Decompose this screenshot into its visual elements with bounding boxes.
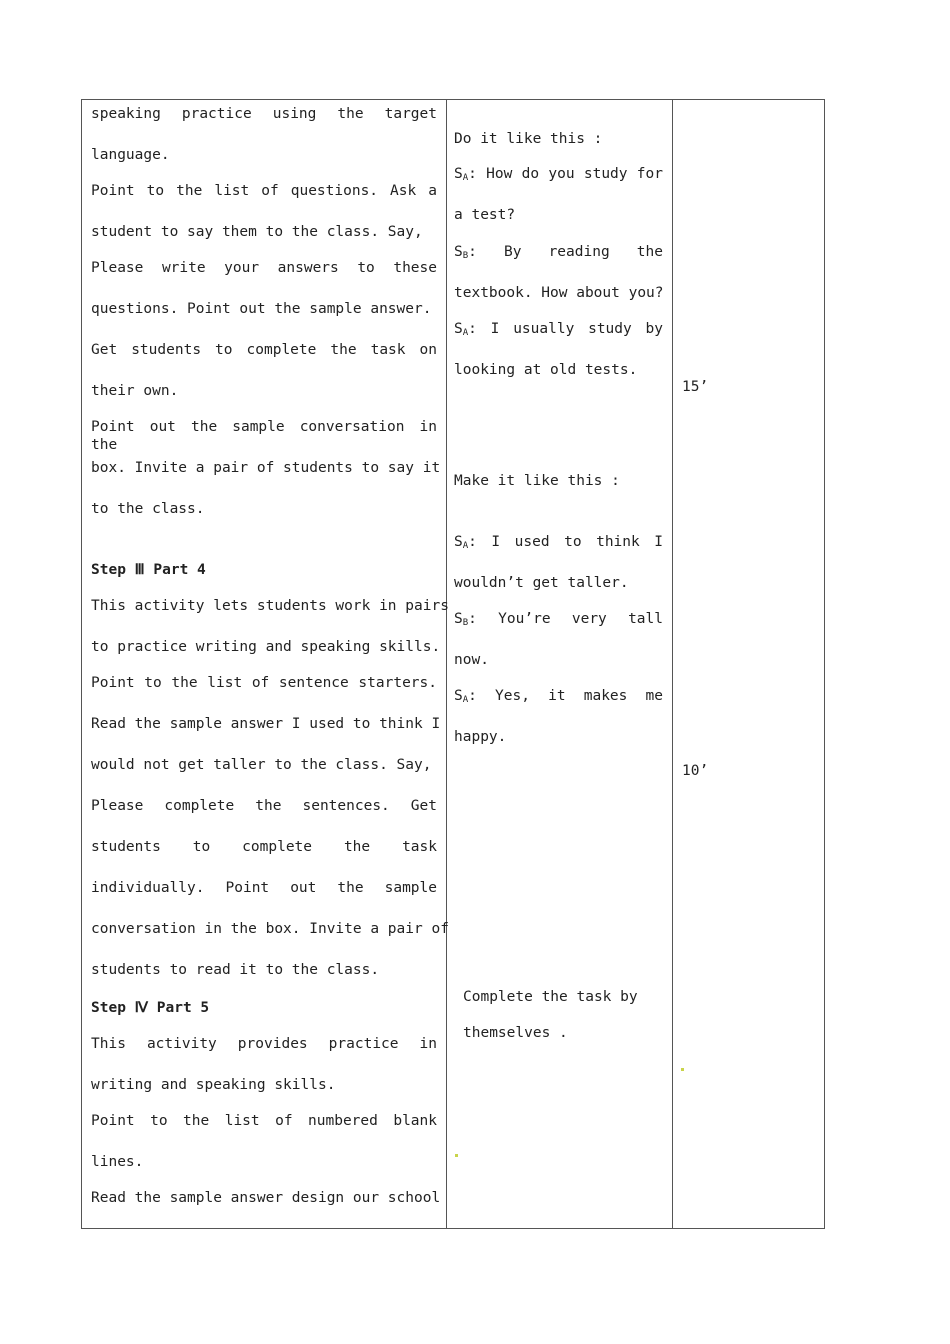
dialogue-line: $S_B$: By reading the — [454, 244, 663, 261]
procedure-line: Get students to complete the task on — [91, 342, 437, 358]
stray-mark — [455, 1154, 458, 1157]
activity-column — [446, 100, 672, 1228]
dialogue-line: $S_B$: You’re very tall — [454, 611, 663, 628]
procedure-line: writing and speaking skills. — [91, 1077, 336, 1093]
procedure-line: Read the sample answer design our school — [91, 1190, 441, 1206]
dialogue-line: $S_A$: I usually study by — [454, 321, 663, 338]
example-heading: Make it like this : — [454, 473, 620, 489]
procedure-line: individually. Point out the sample — [91, 880, 437, 896]
dialogue-line: now. — [454, 652, 489, 668]
procedure-column — [82, 100, 449, 1228]
dialogue-line: textbook. How about you? — [454, 285, 664, 301]
procedure-line: Point to the list of sentence starters. — [91, 675, 437, 691]
step-heading: Step Ⅲ Part 4 — [91, 562, 206, 578]
dialogue-line: $S_A$: Yes, it makes me — [454, 688, 663, 705]
procedure-line: Point to the list of questions. Ask a — [91, 183, 437, 199]
dialogue-line: looking at old tests. — [454, 362, 638, 378]
dialogue-line: happy. — [454, 729, 507, 745]
time-column — [672, 100, 824, 1228]
procedure-line: to practice writing and speaking skills. — [91, 639, 441, 655]
procedure-line: This activity provides practice in — [91, 1036, 437, 1052]
time-allotment: 10’ — [682, 763, 709, 779]
procedure-line: their own. — [91, 383, 179, 399]
procedure-line: questions. Point out the sample answer. — [91, 301, 432, 317]
procedure-line: students to complete the task — [91, 839, 437, 855]
procedure-line: box. Invite a pair of students to say it — [91, 460, 441, 476]
procedure-line: student to say them to the class. Say, — [91, 224, 423, 240]
procedure-line: speaking practice using the target — [91, 106, 437, 122]
dialogue-line: $S_A$: How do you study for — [454, 166, 663, 183]
procedure-line: lines. — [91, 1154, 144, 1170]
procedure-line: students to read it to the class. — [91, 962, 380, 978]
procedure-line: conversation in the box. Invite a pair of — [91, 921, 449, 937]
procedure-line: to the class. — [91, 501, 205, 517]
time-allotment: 15’ — [682, 379, 709, 395]
lesson-plan-table — [81, 99, 825, 1229]
dialogue-line: $S_A$: I used to think I — [454, 534, 663, 551]
procedure-line: Please complete the sentences. Get — [91, 798, 437, 814]
dialogue-line: wouldn’t get taller. — [454, 575, 629, 591]
stray-mark — [681, 1068, 684, 1071]
procedure-line: This activity lets students work in pairs — [91, 598, 449, 614]
step-heading: Step Ⅳ Part 5 — [91, 1000, 210, 1016]
procedure-line: Please write your answers to these — [91, 260, 437, 276]
procedure-line: Read the sample answer I used to think I — [91, 716, 441, 732]
task-line: themselves . — [463, 1025, 568, 1041]
task-line: Complete the task by — [463, 989, 638, 1005]
procedure-line: would not get taller to the class. Say, — [91, 757, 432, 773]
procedure-line: language. — [91, 147, 170, 163]
procedure-line: Point out the sample conversation in the — [91, 419, 437, 453]
example-heading: Do it like this : — [454, 131, 603, 147]
dialogue-line: a test? — [454, 207, 516, 223]
procedure-line: Point to the list of numbered blank — [91, 1113, 437, 1129]
